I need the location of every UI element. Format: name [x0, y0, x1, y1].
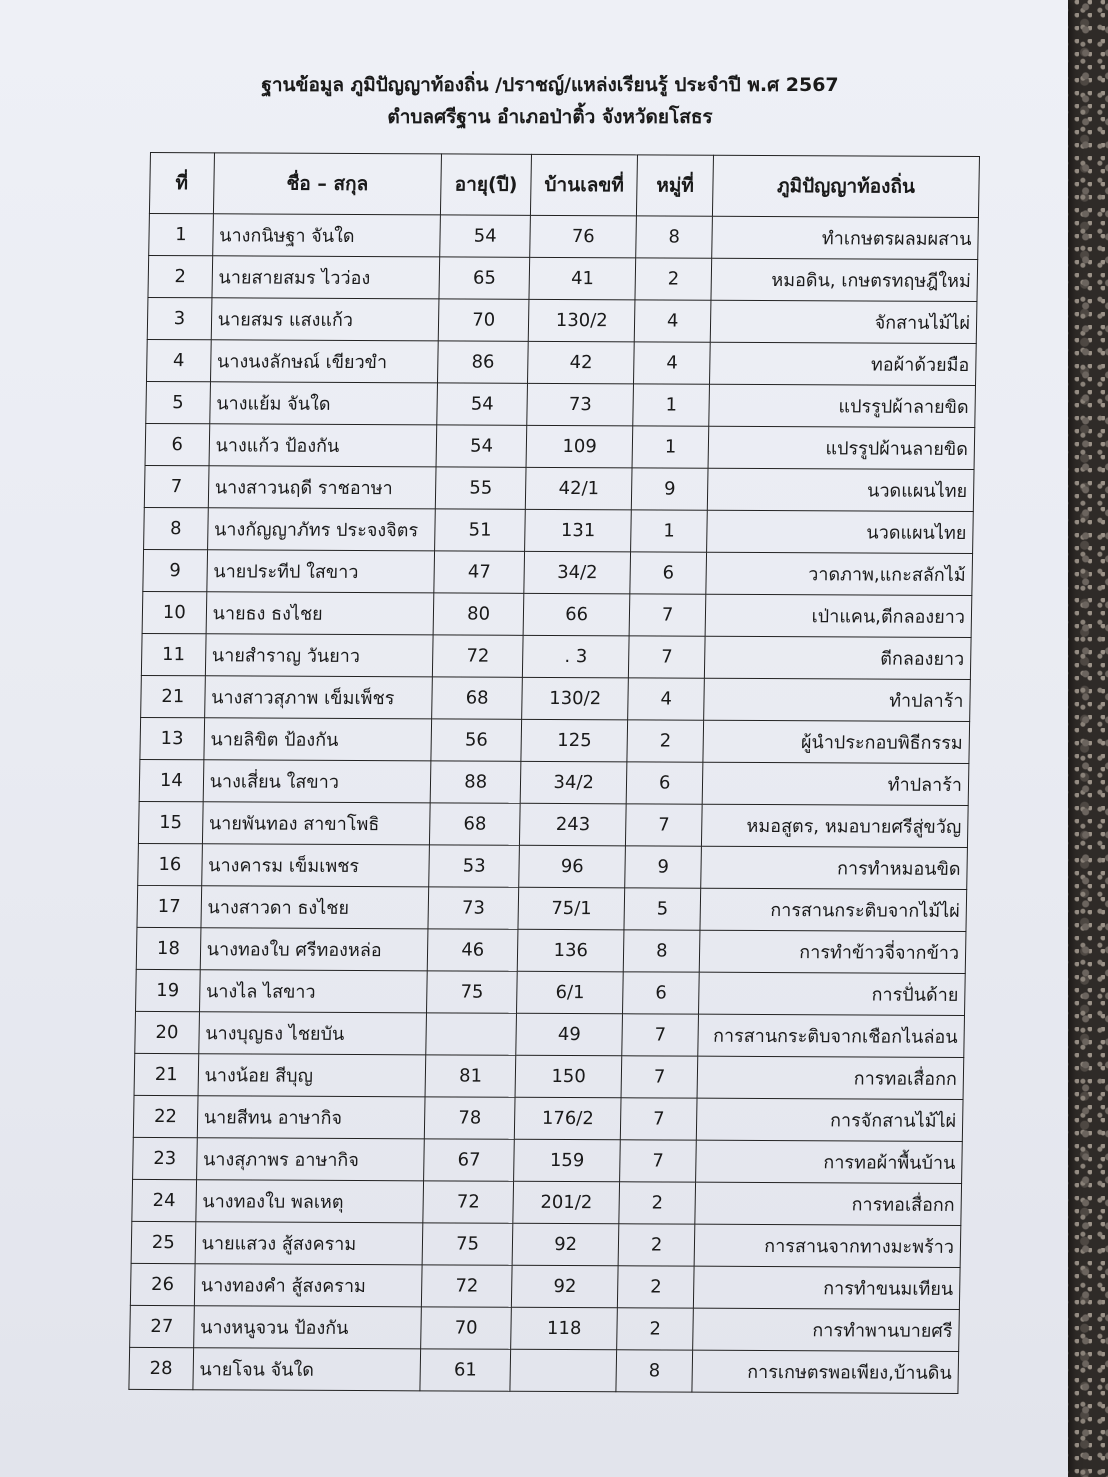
table-row — [135, 969, 965, 1015]
local-wisdom-cell: เป่าแคน,ตีกลองยาว — [705, 594, 972, 637]
table-row — [134, 1053, 964, 1099]
house-number-cell: 34/2 — [524, 551, 631, 594]
local-wisdom-cell: ทำปลาร้า — [702, 762, 969, 805]
house-number-cell: 34/2 — [520, 761, 627, 804]
house-number-cell: 41 — [529, 257, 636, 300]
village-number-cell: 7 — [629, 636, 706, 678]
header-local-wisdom: ภูมิปัญญาท้องถิ่น — [713, 155, 980, 217]
age-cell: 53 — [429, 845, 520, 887]
table-row — [144, 465, 974, 511]
table-row — [148, 255, 978, 301]
table-row — [133, 1095, 963, 1141]
age-cell: 68 — [432, 677, 523, 719]
village-number-cell: 1 — [631, 510, 708, 552]
person-name-cell: นางน้อย สีบุญ — [198, 1054, 426, 1097]
header-house-number: บ้านเลขที่ — [531, 154, 638, 216]
village-number-cell: 6 — [626, 762, 703, 804]
table-row — [145, 423, 975, 469]
table-row — [138, 801, 968, 847]
local-wisdom-cell: การสานกระติบจากเชือกไนล่อน — [698, 1014, 965, 1057]
house-number-cell: 92 — [512, 1223, 619, 1266]
age-cell: 86 — [438, 341, 529, 383]
house-number-cell: 42/1 — [525, 467, 632, 510]
local-wisdom-cell: นวดแผนไทย — [707, 468, 974, 511]
house-number-cell: 66 — [523, 593, 630, 636]
local-wisdom-cell: การเกษตรพอเพียง,บ้านดิน — [692, 1350, 959, 1393]
row-number-cell: 16 — [138, 843, 202, 885]
local-wisdom-cell: การทำขนมเทียน — [693, 1266, 960, 1309]
row-number-cell: 2 — [148, 255, 212, 297]
person-name-cell: นายพันทอง สาขาโพธิ — [202, 802, 430, 845]
table-row — [146, 339, 976, 385]
house-number-cell: 176/2 — [514, 1097, 621, 1140]
age-cell: 68 — [430, 803, 521, 845]
person-name-cell: นางสุภาพร อาษากิจ — [196, 1138, 424, 1181]
person-name-cell: นางสาวนฤดี ราชอาษา — [208, 466, 436, 509]
house-number-cell: 73 — [527, 383, 634, 426]
person-name-cell: นางสาวดา ธงไชย — [201, 886, 429, 929]
person-name-cell: นายสมร แสงแก้ว — [211, 298, 439, 341]
local-wisdom-cell: การจักสานไม้ไผ่ — [696, 1098, 963, 1141]
person-name-cell: นายโจน จันใด — [193, 1348, 421, 1391]
row-number-cell: 11 — [141, 633, 205, 675]
age-cell: 61 — [420, 1349, 511, 1391]
local-wisdom-cell: การทำหมอนขิด — [701, 846, 968, 889]
header-village-number: หมู่ที่ — [637, 155, 714, 216]
local-wisdom-cell: ทอผ้าด้วยมือ — [710, 342, 977, 385]
table-row — [144, 507, 974, 553]
row-number-cell: 22 — [133, 1095, 197, 1137]
age-cell: 70 — [421, 1307, 512, 1349]
header-number: ที่ — [149, 153, 214, 214]
local-wisdom-cell: ผู้นำประกอบพิธีกรรม — [703, 720, 970, 763]
village-number-cell: 7 — [620, 1140, 697, 1182]
local-wisdom-cell: การทำพานบายศรี — [693, 1308, 960, 1351]
local-wisdom-cell: ทำปลาร้า — [704, 678, 971, 721]
house-number-cell: 42 — [528, 341, 635, 384]
row-number-cell: 6 — [145, 423, 209, 465]
local-wisdom-cell: การปั่นด้าย — [699, 972, 966, 1015]
house-number-cell: 130/2 — [522, 677, 629, 720]
house-number-cell: 243 — [520, 803, 627, 846]
house-number-cell: 159 — [514, 1139, 621, 1182]
person-name-cell: นางกนิษฐา จันใด — [212, 214, 440, 257]
village-number-cell: 2 — [627, 720, 704, 762]
age-cell: 54 — [440, 215, 531, 257]
table-row — [149, 213, 979, 259]
wisdom-table — [128, 152, 980, 1394]
village-number-cell: 7 — [622, 1014, 699, 1056]
age-cell: 70 — [438, 299, 529, 341]
table-row — [141, 675, 971, 721]
village-number-cell: 8 — [623, 930, 700, 972]
table-row — [135, 1011, 965, 1057]
house-number-cell: 201/2 — [513, 1181, 620, 1224]
local-wisdom-cell: จักสานไม้ไผ่ — [710, 300, 977, 343]
row-number-cell: 25 — [131, 1221, 195, 1263]
row-number-cell: 3 — [147, 297, 211, 339]
table-row — [129, 1347, 959, 1393]
person-name-cell: นางแย้ม จันใด — [209, 382, 437, 425]
row-number-cell: 4 — [146, 339, 210, 381]
table-row — [136, 927, 966, 973]
local-wisdom-cell: การสานจากทางมะพร้าว — [694, 1224, 961, 1267]
village-number-cell: 2 — [635, 258, 712, 300]
person-name-cell: นางทองใบ พลเหตุ — [196, 1180, 424, 1223]
person-name-cell: นายสายสมร ไวว่อง — [212, 256, 440, 299]
person-name-cell: นางสาวสุภาพ เข็มเพ็ชร — [204, 676, 432, 719]
local-wisdom-cell: การทอเสื่อกก — [695, 1182, 962, 1225]
village-number-cell: 2 — [617, 1308, 694, 1350]
local-wisdom-cell: ทำเกษตรผลมผสาน — [712, 216, 979, 259]
age-cell: 72 — [433, 635, 524, 677]
village-number-cell: 7 — [626, 804, 703, 846]
table-row — [130, 1263, 960, 1309]
village-number-cell: 2 — [618, 1266, 695, 1308]
house-number-cell: 109 — [526, 425, 633, 468]
row-number-cell: 1 — [149, 213, 213, 255]
row-number-cell: 19 — [135, 969, 199, 1011]
age-cell: 75 — [422, 1223, 513, 1265]
table-row — [142, 591, 972, 637]
house-number-cell — [510, 1349, 617, 1392]
row-number-cell: 20 — [135, 1011, 199, 1053]
house-number-cell: 75/1 — [518, 887, 625, 930]
row-number-cell: 13 — [140, 717, 204, 759]
table-row — [139, 759, 969, 805]
table-header-row — [149, 153, 979, 218]
local-wisdom-cell: นวดแผนไทย — [707, 510, 974, 553]
local-wisdom-cell: หมอสูตร, หมอบายศรีสู่ขวัญ — [702, 804, 969, 847]
age-cell: 72 — [422, 1265, 513, 1307]
table-row — [137, 885, 967, 931]
age-cell: 81 — [425, 1055, 516, 1097]
document-subtitle: ตำบลศรีฐาน อำเภอป่าติ้ว จังหวัดยโสธร — [387, 106, 713, 128]
village-number-cell: 2 — [618, 1224, 695, 1266]
age-cell: 46 — [427, 929, 518, 971]
table-row — [143, 549, 973, 595]
house-number-cell: 125 — [521, 719, 628, 762]
village-number-cell: 8 — [636, 216, 713, 258]
age-cell: 51 — [435, 509, 526, 551]
person-name-cell: นายสำราญ วันยาว — [205, 634, 433, 677]
age-cell: 54 — [437, 383, 528, 425]
person-name-cell: นางเสี่ยน ใสขาว — [203, 760, 431, 803]
village-number-cell: 6 — [623, 972, 700, 1014]
table-row — [141, 633, 971, 679]
person-name-cell: นางทองใบ ศรีทองหล่อ — [200, 928, 428, 971]
local-wisdom-cell: แปรรูปผ้าลายขิด — [709, 384, 976, 427]
person-name-cell: นายประทีป ใสขาว — [207, 550, 435, 593]
row-number-cell: 5 — [146, 381, 210, 423]
person-name-cell: นายแสวง สู้สงคราม — [195, 1222, 423, 1265]
age-cell: 78 — [424, 1097, 515, 1139]
house-number-cell: 118 — [511, 1307, 618, 1350]
row-number-cell: 28 — [129, 1347, 193, 1389]
row-number-cell: 8 — [144, 507, 208, 549]
house-number-cell: 130/2 — [528, 299, 635, 342]
row-number-cell: 21 — [141, 675, 205, 717]
age-cell: 67 — [424, 1139, 515, 1181]
village-number-cell: 7 — [629, 594, 706, 636]
row-number-cell: 7 — [144, 465, 208, 507]
village-number-cell: 9 — [625, 846, 702, 888]
person-name-cell: นายสีทน อาษากิจ — [197, 1096, 425, 1139]
row-number-cell: 10 — [142, 591, 206, 633]
table-row — [140, 717, 970, 763]
house-number-cell: 150 — [515, 1055, 622, 1098]
village-number-cell: 2 — [619, 1182, 696, 1224]
age-cell — [426, 1013, 517, 1055]
table-row — [146, 381, 976, 427]
local-wisdom-cell: ตีกลองยาว — [704, 636, 971, 679]
village-number-cell: 9 — [632, 468, 709, 510]
row-number-cell: 27 — [130, 1305, 194, 1347]
person-name-cell: นางแก้ว ป้องกัน — [209, 424, 437, 467]
house-number-cell: 76 — [530, 215, 637, 258]
house-number-cell: 92 — [511, 1265, 618, 1308]
person-name-cell: นางหนูจวน ป้องกัน — [193, 1306, 421, 1349]
person-name-cell: นางนงลักษณ์ เขียวขำ — [210, 340, 438, 383]
row-number-cell: 24 — [132, 1179, 196, 1221]
row-number-cell: 14 — [139, 759, 203, 801]
local-wisdom-cell: การทอเสื่อกก — [697, 1056, 964, 1099]
age-cell: 54 — [436, 425, 527, 467]
local-wisdom-cell: แปรรูปผ้านลายขิด — [708, 426, 975, 469]
age-cell: 80 — [433, 593, 524, 635]
age-cell: 56 — [431, 719, 522, 761]
age-cell: 88 — [430, 761, 521, 803]
row-number-cell: 26 — [130, 1263, 194, 1305]
row-number-cell: 17 — [137, 885, 201, 927]
person-name-cell: นายลิขิต ป้องกัน — [204, 718, 432, 761]
age-cell: 72 — [423, 1181, 514, 1223]
age-cell: 47 — [434, 551, 525, 593]
village-number-cell: 1 — [632, 426, 709, 468]
village-number-cell: 7 — [621, 1056, 698, 1098]
age-cell: 65 — [439, 257, 530, 299]
header-age: อายุ(ปี) — [441, 154, 532, 215]
age-cell: 75 — [427, 971, 518, 1013]
row-number-cell: 18 — [136, 927, 200, 969]
village-number-cell: 6 — [630, 552, 707, 594]
local-wisdom-cell: การสานกระติบจากไม้ไผ่ — [700, 888, 967, 931]
local-wisdom-cell: วาดภาพ,แกะสลักไม้ — [706, 552, 973, 595]
row-number-cell: 9 — [143, 549, 207, 591]
house-number-cell: 49 — [516, 1013, 623, 1056]
local-wisdom-cell: การทอผ้าพื้นบ้าน — [696, 1140, 963, 1183]
table-row — [138, 843, 968, 889]
table-row — [147, 297, 977, 343]
house-number-cell: . 3 — [522, 635, 629, 678]
person-name-cell: นางกัญญาภัทร ประจงจิตร — [207, 508, 435, 551]
house-number-cell: 136 — [517, 929, 624, 972]
person-name-cell: นายธง ธงไชย — [206, 592, 434, 635]
house-number-cell: 96 — [519, 845, 626, 888]
person-name-cell: นางคารม เข็มเพชร — [201, 844, 429, 887]
local-wisdom-cell: การทำข้าวจี่จากข้าว — [699, 930, 966, 973]
document-title: ฐานข้อมูล ภูมิปัญญาท้องถิ่น /ปราชญ์/แหล่งเรียนรู้ ประจำปี พ.ศ 2567 — [261, 74, 839, 96]
house-number-cell: 6/1 — [517, 971, 624, 1014]
table-row — [132, 1179, 962, 1225]
local-wisdom-cell: หมอดิน, เกษตรทฤษฎีใหม่ — [711, 258, 978, 301]
village-number-cell: 1 — [633, 384, 710, 426]
village-number-cell: 8 — [616, 1350, 693, 1392]
row-number-cell: 15 — [138, 801, 202, 843]
row-number-cell: 21 — [134, 1053, 198, 1095]
age-cell: 55 — [435, 467, 526, 509]
age-cell: 73 — [428, 887, 519, 929]
person-name-cell: นางทองคำ สู้สงคราม — [194, 1264, 422, 1307]
village-number-cell: 4 — [634, 300, 711, 342]
person-name-cell: นางบุญธง ไชยบัน — [198, 1012, 426, 1055]
table-row — [130, 1305, 960, 1351]
table-row — [131, 1221, 961, 1267]
village-number-cell: 5 — [624, 888, 701, 930]
person-name-cell: นางไล ไสขาว — [199, 970, 427, 1013]
header-name: ชื่อ – สกุล — [213, 153, 442, 215]
table-row — [133, 1137, 963, 1183]
village-number-cell: 4 — [634, 342, 711, 384]
village-number-cell: 4 — [628, 678, 705, 720]
village-number-cell: 7 — [621, 1098, 698, 1140]
house-number-cell: 131 — [525, 509, 632, 552]
row-number-cell: 23 — [133, 1137, 197, 1179]
